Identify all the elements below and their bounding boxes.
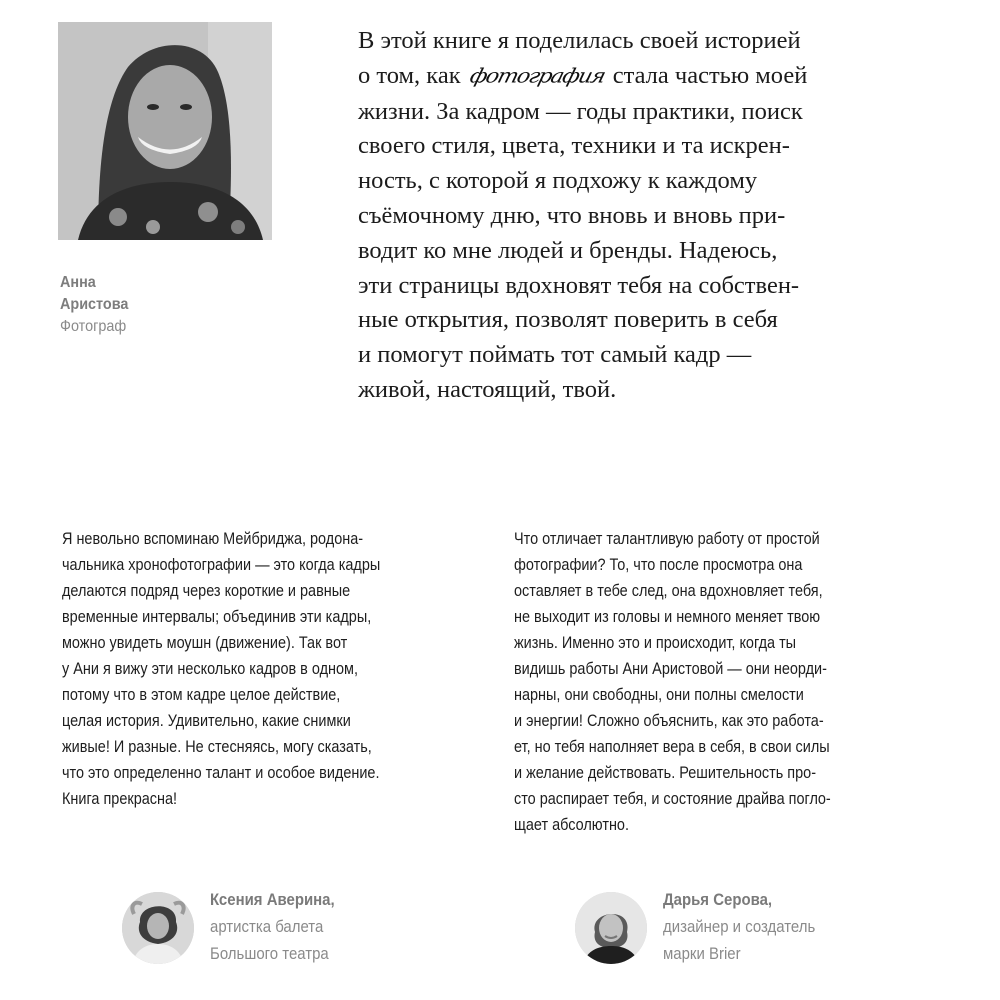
reviewer-title: артистка балета xyxy=(210,917,324,936)
quote-line: и желание действовать. Решительность про- xyxy=(514,763,817,782)
quote-line: оставляет в тебе след, она вдохновляет тебя, xyxy=(514,581,823,600)
quote-line: чальника хронофотографии — это когда кадры xyxy=(62,555,381,574)
testimonial-left xyxy=(62,526,436,812)
quote-line: живые! И разные. Не стесняясь, могу сказать, xyxy=(62,737,372,756)
intro-line: и помогут поймать тот самый кадр — xyxy=(358,341,752,369)
intro-line: жизни. За кадром — годы практики, поиск xyxy=(358,97,803,125)
intro-line: своего стиля, цвета, техники и та искрен- xyxy=(358,132,790,160)
intro-line: водит ко мне людей и бренды. Надеюсь, xyxy=(358,236,778,264)
quote-line: потому что в этом кадре целое действие, xyxy=(62,685,341,704)
intro-line-end: стала частью моей xyxy=(606,61,808,89)
reviewer-name: Дарья Серова, xyxy=(663,890,773,909)
quote-line: у Ани я вижу эти несколько кадров в одном, xyxy=(62,659,358,678)
reviewer-avatar-image xyxy=(122,892,194,964)
intro-line: ные открытия, позволят поверить в себя xyxy=(358,306,778,334)
avatar xyxy=(575,892,647,964)
intro-line xyxy=(358,59,807,95)
quote-line: что это определенно талант и особое видение. xyxy=(62,763,380,782)
reviewer-avatar-image xyxy=(575,892,647,964)
quote-line: Что отличает талантливую работу от простой xyxy=(514,529,820,548)
quote-line: жизнь. Именно это и происходит, когда ты xyxy=(514,633,797,652)
intro-paragraph xyxy=(358,24,807,408)
quote-line: фотографии? То, что после просмотра она xyxy=(514,555,803,574)
quote-line: сто распирает тебя, и состояние драйва поглo- xyxy=(514,789,831,808)
intro-line: ность, с которой я подхожу к каждому xyxy=(358,167,758,195)
quote-line: Книга прекрасна! xyxy=(62,789,178,808)
author-last-name: Аристова xyxy=(60,296,129,313)
quote-line: ет, но тебя наполняет вера в себя, в свои силы xyxy=(514,737,830,756)
author-role: Фотограф xyxy=(60,318,127,335)
reviewer-title: Большого театра xyxy=(210,944,329,963)
reviewer-title: дизайнер и создатель xyxy=(663,917,816,936)
author-caption xyxy=(60,272,128,338)
quote-line: щает абсолютно. xyxy=(514,815,629,834)
intro-line: В этой книге я поделилась своей историей xyxy=(358,27,801,54)
author-photo xyxy=(58,22,272,240)
author-first-name: Анна xyxy=(60,274,96,291)
avatar xyxy=(122,892,194,964)
quote-line: можно увидеть моушн (движение). Так вот xyxy=(62,633,348,652)
quote-line: и энергии! Сложно объяснить, как это работа- xyxy=(514,711,824,730)
reviewer-title: марки Brier xyxy=(663,944,741,963)
reviewer-text xyxy=(663,886,815,967)
quote-line: делаются подряд через короткие и равные xyxy=(62,581,351,600)
reviewer-text xyxy=(210,886,335,967)
quote-line: целая история. Удивительно, какие снимки xyxy=(62,711,351,730)
quote-line: нарны, они свободны, они полны смелости xyxy=(514,685,804,704)
intro-line: живой, настоящий, твой. xyxy=(358,375,617,403)
quote-line: временные интервалы; объединив эти кадры, xyxy=(62,607,372,626)
script-word: фотография xyxy=(467,65,607,88)
author-portrait-image xyxy=(58,22,272,240)
reviewer-name: Ксения Аверина, xyxy=(210,890,335,909)
intro-line: эти страницы вдохновят тебя на собствен- xyxy=(358,271,800,299)
intro-line-start: о том, как xyxy=(358,61,467,89)
quote-line: видишь работы Ани Аристовой — они неорди- xyxy=(514,659,827,678)
quote-line: Я невольно вспоминаю Мейбриджа, родона- xyxy=(62,529,364,548)
intro-line: съёмочному дню, что вновь и вновь при- xyxy=(358,201,786,229)
quote-line: не выходит из головы и немного меняет твою xyxy=(514,607,821,626)
testimonial-right xyxy=(514,526,887,838)
